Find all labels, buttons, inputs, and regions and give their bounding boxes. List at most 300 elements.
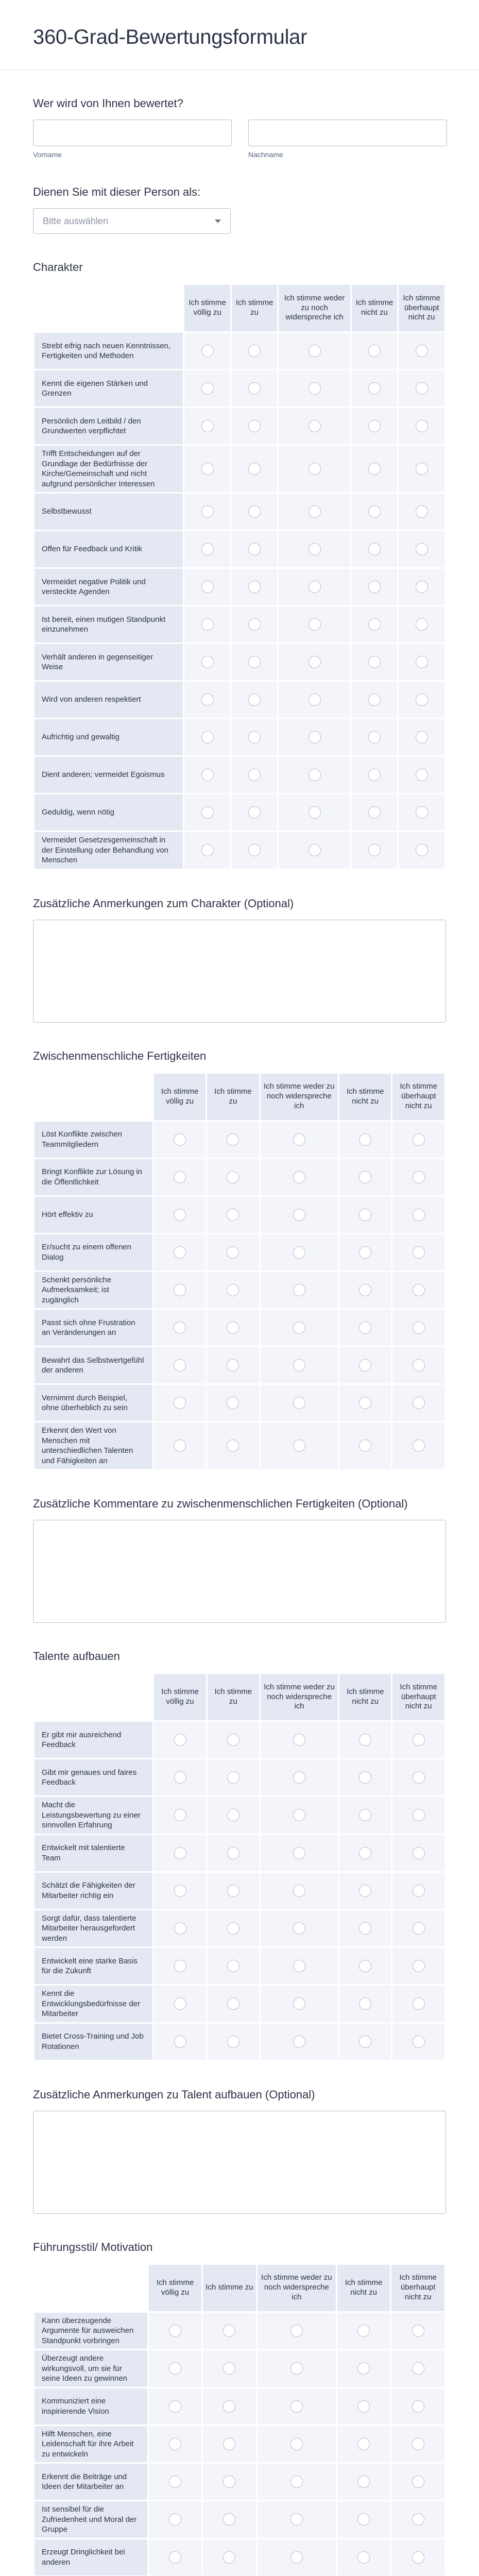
radio-button[interactable] <box>248 806 261 819</box>
radio-button[interactable] <box>293 1960 305 1972</box>
radio-button[interactable] <box>174 1284 186 1296</box>
matrix-row-label: Entwickelt mit talentierte Team <box>35 1835 152 1871</box>
matrix-cell <box>258 2350 336 2387</box>
radio-button[interactable] <box>290 2400 303 2413</box>
matrix-corner <box>35 1674 152 1720</box>
radio-button[interactable] <box>248 693 261 706</box>
radio-button[interactable] <box>416 345 428 357</box>
radio-button[interactable] <box>368 693 381 706</box>
radio-button[interactable] <box>227 1997 239 2010</box>
radio-button[interactable] <box>248 382 261 395</box>
radio-button[interactable] <box>201 769 214 781</box>
matrix-row-label: Erkennt den Wert von Menschen mit unterschiedlichen Talenten und Fähigkeiten an <box>35 1422 152 1469</box>
radio-button[interactable] <box>416 656 428 668</box>
radio-button[interactable] <box>357 2513 370 2526</box>
matrix-row-label: Kennt die Entwicklungsbedürfnisse der Mitarbeiter <box>35 1986 152 2022</box>
radio-button[interactable] <box>413 1284 425 1296</box>
matrix-cell <box>352 794 398 831</box>
radio-button[interactable] <box>227 1960 239 1972</box>
radio-button[interactable] <box>293 2036 305 2048</box>
radio-button[interactable] <box>174 1922 186 1935</box>
matrix-cell <box>208 1910 259 1947</box>
matrix-cell <box>261 1797 338 1834</box>
matrix-cell <box>208 1722 259 1758</box>
radio-button[interactable] <box>248 420 261 432</box>
radio-button[interactable] <box>359 1922 371 1935</box>
matrix-cell <box>339 1910 391 1947</box>
radio-button[interactable] <box>359 1734 371 1746</box>
radio-button[interactable] <box>293 1809 305 1821</box>
matrix-row-label: Wird von anderen respektiert <box>35 682 183 718</box>
last-name-sublabel: Nachname <box>248 150 283 159</box>
radio-button[interactable] <box>201 382 214 395</box>
radio-button[interactable] <box>201 806 214 819</box>
matrix-column-header: Ich stimme nicht zu <box>339 1674 391 1720</box>
radio-button[interactable] <box>293 1171 305 1183</box>
radio-button[interactable] <box>227 1397 239 1409</box>
radio-button[interactable] <box>201 543 214 555</box>
matrix-section <box>33 1623 446 2061</box>
matrix-row-label: Bringt Konflikte zur Lösung in die Öffentlichkeit <box>35 1159 152 1195</box>
radio-button[interactable] <box>416 505 428 518</box>
radio-button[interactable] <box>412 2362 424 2375</box>
radio-button[interactable] <box>227 1246 239 1259</box>
radio-button[interactable] <box>412 2400 424 2413</box>
radio-button[interactable] <box>309 420 321 432</box>
matrix-row <box>35 1948 444 1984</box>
matrix-cell <box>352 719 398 755</box>
radio-button[interactable] <box>248 345 261 357</box>
matrix-cell <box>184 644 230 680</box>
matrix-row <box>35 682 444 718</box>
matrix-row-label: Bietet Cross-Training und Job Rotationen <box>35 2024 152 2060</box>
matrix-corner <box>35 2265 147 2311</box>
radio-button[interactable] <box>416 693 428 706</box>
radio-button[interactable] <box>174 1359 186 1371</box>
radio-button[interactable] <box>368 543 381 555</box>
matrix-row-label: Persönlich dem Leitbild / den Grundwerten verpflichtet <box>35 408 183 444</box>
radio-button[interactable] <box>412 2476 424 2488</box>
radio-button[interactable] <box>223 2438 235 2450</box>
matrix-cell <box>154 1835 206 1871</box>
radio-button[interactable] <box>223 2325 235 2337</box>
matrix-cell <box>258 2501 336 2538</box>
radio-button[interactable] <box>357 2551 370 2564</box>
matrix-row <box>35 2464 444 2500</box>
matrix-cell <box>258 2539 336 2575</box>
radio-button[interactable] <box>174 1133 186 1146</box>
radio-button[interactable] <box>223 2400 235 2413</box>
radio-button[interactable] <box>368 844 381 856</box>
radio-button[interactable] <box>413 1133 425 1146</box>
radio-button[interactable] <box>368 420 381 432</box>
radio-button[interactable] <box>309 463 321 475</box>
radio-button[interactable] <box>309 806 321 819</box>
radio-button[interactable] <box>174 1171 186 1183</box>
radio-button[interactable] <box>174 1847 186 1859</box>
radio-button[interactable] <box>201 844 214 856</box>
radio-button[interactable] <box>416 618 428 631</box>
radio-button[interactable] <box>290 2362 303 2375</box>
radio-button[interactable] <box>413 1847 425 1859</box>
radio-button[interactable] <box>169 2438 181 2450</box>
radio-button[interactable] <box>413 1439 425 1452</box>
radio-button[interactable] <box>174 1809 186 1821</box>
radio-button[interactable] <box>201 420 214 432</box>
radio-button[interactable] <box>293 1439 305 1452</box>
radio-button[interactable] <box>416 806 428 819</box>
radio-button[interactable] <box>357 2476 370 2488</box>
matrix-row <box>35 2024 444 2060</box>
radio-button[interactable] <box>227 1922 239 1935</box>
radio-button[interactable] <box>227 1734 239 1746</box>
matrix-cell <box>339 1122 391 1158</box>
radio-button[interactable] <box>201 345 214 357</box>
radio-button[interactable] <box>201 618 214 631</box>
comment-textarea[interactable] <box>33 1520 446 1623</box>
matrix-cell <box>399 531 444 567</box>
radio-button[interactable] <box>227 1133 239 1146</box>
radio-button[interactable] <box>293 1397 305 1409</box>
matrix-cell <box>339 1873 391 1909</box>
radio-button[interactable] <box>227 1885 239 1897</box>
matrix-cell <box>154 1910 206 1947</box>
radio-button[interactable] <box>223 2551 235 2564</box>
matrix-cell <box>261 1759 338 1795</box>
comment-section <box>33 2061 446 2214</box>
radio-button[interactable] <box>169 2513 181 2526</box>
radio-button[interactable] <box>309 382 321 395</box>
radio-button[interactable] <box>227 1359 239 1371</box>
matrix-row <box>35 1159 444 1195</box>
radio-button[interactable] <box>201 505 214 518</box>
matrix-cell <box>232 606 278 642</box>
matrix-corner <box>35 1074 152 1120</box>
matrix-cell <box>184 757 230 793</box>
matrix-cell <box>154 1272 206 1309</box>
matrix-row-label: Kann überzeugende Argumente für ausweichen Standpunkt vorbringen <box>35 2313 147 2349</box>
radio-button[interactable] <box>201 463 214 475</box>
radio-button[interactable] <box>174 1439 186 1452</box>
radio-button[interactable] <box>416 731 428 743</box>
radio-button[interactable] <box>309 769 321 781</box>
first-name-input[interactable] <box>33 120 232 146</box>
radio-button[interactable] <box>169 2362 181 2375</box>
duration-select[interactable] <box>33 208 231 234</box>
radio-button[interactable] <box>368 656 381 668</box>
radio-button[interactable] <box>309 731 321 743</box>
radio-button[interactable] <box>413 1734 425 1746</box>
radio-button[interactable] <box>290 2551 303 2564</box>
radio-button[interactable] <box>227 1809 239 1821</box>
radio-button[interactable] <box>169 2551 181 2564</box>
comment-label: Zusätzliche Anmerkungen zu Talent aufbauen (Optional) <box>33 2088 315 2101</box>
radio-button[interactable] <box>368 345 381 357</box>
comment-section <box>33 870 446 1023</box>
matrix-cell <box>339 1347 391 1383</box>
radio-button[interactable] <box>413 1922 425 1935</box>
radio-button[interactable] <box>413 1960 425 1972</box>
radio-button[interactable] <box>174 2036 186 2048</box>
matrix-cell <box>154 1986 206 2022</box>
radio-button[interactable] <box>357 2400 370 2413</box>
matrix-row <box>35 1272 444 1309</box>
radio-button[interactable] <box>416 463 428 475</box>
radio-button[interactable] <box>412 2551 424 2564</box>
radio-button[interactable] <box>368 731 381 743</box>
radio-button[interactable] <box>290 2438 303 2450</box>
radio-button[interactable] <box>248 463 261 475</box>
matrix-cell <box>208 1986 259 2022</box>
radio-button[interactable] <box>293 1734 305 1746</box>
radio-button[interactable] <box>248 731 261 743</box>
radio-button[interactable] <box>248 618 261 631</box>
radio-button[interactable] <box>359 1960 371 1972</box>
radio-button[interactable] <box>359 1209 371 1221</box>
matrix-cell <box>279 333 350 369</box>
comment-textarea[interactable] <box>33 2111 446 2214</box>
comment-textarea[interactable] <box>33 920 446 1023</box>
matrix-row-label: Er/sucht zu einem offenen Dialog <box>35 1234 152 1270</box>
matrix-cell <box>154 1948 206 1984</box>
radio-button[interactable] <box>416 420 428 432</box>
radio-button[interactable] <box>174 1397 186 1409</box>
matrix-row-label: Sorgt dafür, dass talentierte Mitarbeiter herausgefordert werden <box>35 1910 152 1947</box>
matrix-column-header: Ich stimme zu <box>232 285 278 331</box>
radio-button[interactable] <box>293 1997 305 2010</box>
radio-button[interactable] <box>359 1771 371 1784</box>
radio-button[interactable] <box>416 382 428 395</box>
matrix-cell <box>184 408 230 444</box>
radio-button[interactable] <box>309 581 321 593</box>
radio-button[interactable] <box>359 1397 371 1409</box>
radio-button[interactable] <box>309 844 321 856</box>
matrix-column-header: Ich stimme überhaupt nicht zu <box>392 1674 444 1720</box>
radio-button[interactable] <box>359 1321 371 1334</box>
matrix-cell <box>207 1122 259 1158</box>
matrix-title: Talente aufbauen <box>33 1650 120 1663</box>
radio-button[interactable] <box>223 2513 235 2526</box>
radio-button[interactable] <box>368 382 381 395</box>
radio-button[interactable] <box>248 543 261 555</box>
matrix-cell <box>207 1347 259 1383</box>
matrix-cell <box>261 1122 338 1158</box>
matrix-cell <box>232 794 278 831</box>
radio-button[interactable] <box>413 1771 425 1784</box>
radio-button[interactable] <box>357 2325 370 2337</box>
radio-button[interactable] <box>174 1734 186 1746</box>
radio-button[interactable] <box>248 769 261 781</box>
radio-button[interactable] <box>413 1997 425 2010</box>
radio-button[interactable] <box>359 1359 371 1371</box>
matrix-column-header: Ich stimme weder zu noch widerspreche ich <box>258 2265 336 2311</box>
matrix-cell <box>203 2350 255 2387</box>
radio-button[interactable] <box>413 2036 425 2048</box>
radio-button[interactable] <box>359 1133 371 1146</box>
matrix-cell <box>339 1722 391 1758</box>
radio-button[interactable] <box>412 2438 424 2450</box>
matrix-column-header: Ich stimme überhaupt nicht zu <box>392 1074 444 1120</box>
radio-button[interactable] <box>293 1209 305 1221</box>
matrix-cell <box>261 1835 338 1871</box>
radio-button[interactable] <box>357 2438 370 2450</box>
matrix-row-label: Hört effektiv zu <box>35 1197 152 1233</box>
radio-button[interactable] <box>227 1847 239 1859</box>
matrix-row-label: Geduldig, wenn nötig <box>35 794 183 831</box>
radio-button[interactable] <box>248 656 261 668</box>
radio-button[interactable] <box>416 543 428 555</box>
matrix-cell <box>399 719 444 755</box>
radio-button[interactable] <box>293 1922 305 1935</box>
matrix-cell <box>392 1422 444 1469</box>
matrix-cell <box>399 569 444 605</box>
radio-button[interactable] <box>293 1284 305 1296</box>
matrix-cell <box>258 2464 336 2500</box>
radio-button[interactable] <box>413 1209 425 1221</box>
radio-button[interactable] <box>413 1809 425 1821</box>
radio-button[interactable] <box>309 505 321 518</box>
matrix-cell <box>232 832 278 869</box>
radio-button[interactable] <box>368 806 381 819</box>
matrix-cell <box>392 1234 444 1270</box>
radio-button[interactable] <box>416 581 428 593</box>
matrix-cell <box>184 606 230 642</box>
radio-button[interactable] <box>413 1171 425 1183</box>
radio-button[interactable] <box>227 1321 239 1334</box>
radio-button[interactable] <box>201 581 214 593</box>
matrix-row-label: Vernimmt durch Beispiel, ohne überheblich zu sein <box>35 1385 152 1421</box>
radio-button[interactable] <box>293 1847 305 1859</box>
radio-button[interactable] <box>223 2362 235 2375</box>
matrix-cell <box>184 794 230 831</box>
matrix-row-label: Er gibt mir ausreichend Feedback <box>35 1722 152 1758</box>
radio-button[interactable] <box>169 2325 181 2337</box>
matrix-cell <box>207 1197 259 1233</box>
radio-button[interactable] <box>248 844 261 856</box>
radio-button[interactable] <box>413 1397 425 1409</box>
radio-button[interactable] <box>368 769 381 781</box>
radio-button[interactable] <box>227 1439 239 1452</box>
matrix-cell <box>339 1759 391 1795</box>
radio-button[interactable] <box>169 2400 181 2413</box>
matrix-corner <box>35 285 183 331</box>
radio-button[interactable] <box>309 693 321 706</box>
radio-button[interactable] <box>201 693 214 706</box>
radio-button[interactable] <box>174 1321 186 1334</box>
radio-button[interactable] <box>227 1171 239 1183</box>
radio-button[interactable] <box>174 1246 186 1259</box>
radio-button[interactable] <box>359 1847 371 1859</box>
radio-button[interactable] <box>227 1209 239 1221</box>
radio-button[interactable] <box>413 1359 425 1371</box>
radio-button[interactable] <box>412 2325 424 2337</box>
radio-button[interactable] <box>290 2476 303 2488</box>
radio-button[interactable] <box>201 731 214 743</box>
radio-button[interactable] <box>309 656 321 668</box>
radio-button[interactable] <box>174 1885 186 1897</box>
radio-button[interactable] <box>223 2476 235 2488</box>
matrix-cell <box>392 1797 444 1834</box>
matrix-cell <box>337 2539 390 2575</box>
radio-button[interactable] <box>248 505 261 518</box>
matrix-sections <box>33 234 446 2576</box>
radio-button[interactable] <box>309 543 321 555</box>
radio-button[interactable] <box>359 1171 371 1183</box>
radio-button[interactable] <box>293 1246 305 1259</box>
radio-button[interactable] <box>357 2362 370 2375</box>
radio-button[interactable] <box>293 1133 305 1146</box>
radio-button[interactable] <box>227 2036 239 2048</box>
radio-button[interactable] <box>290 2325 303 2337</box>
radio-button[interactable] <box>359 1885 371 1897</box>
radio-button[interactable] <box>359 1246 371 1259</box>
radio-button[interactable] <box>368 618 381 631</box>
radio-button[interactable] <box>174 1771 186 1784</box>
radio-button[interactable] <box>368 463 381 475</box>
radio-button[interactable] <box>359 2036 371 2048</box>
matrix-row-label: Passt sich ohne Frustration an Veränderungen an <box>35 1310 152 1346</box>
comment-label: Zusätzliche Kommentare zu zwischenmenschlichen Fertigkeiten (Optional) <box>33 1497 408 1510</box>
matrix-cell <box>339 1310 391 1346</box>
radio-button[interactable] <box>309 345 321 357</box>
matrix-column-header: Ich stimme völlig zu <box>154 1674 206 1720</box>
radio-button[interactable] <box>413 1321 425 1334</box>
matrix-cell <box>207 1422 259 1469</box>
radio-button[interactable] <box>359 1284 371 1296</box>
radio-button[interactable] <box>416 769 428 781</box>
matrix-row <box>35 1197 444 1233</box>
radio-button[interactable] <box>413 1885 425 1897</box>
radio-button[interactable] <box>174 1960 186 1972</box>
radio-button[interactable] <box>293 1885 305 1897</box>
matrix-cell <box>184 494 230 530</box>
radio-button[interactable] <box>293 1321 305 1334</box>
matrix-cell <box>279 494 350 530</box>
radio-button[interactable] <box>201 656 214 668</box>
matrix-column-header: Ich stimme völlig zu <box>184 285 230 331</box>
radio-button[interactable] <box>412 2513 424 2526</box>
radio-button[interactable] <box>413 1246 425 1259</box>
radio-button[interactable] <box>248 581 261 593</box>
radio-button[interactable] <box>309 618 321 631</box>
radio-button[interactable] <box>359 1997 371 2010</box>
radio-button[interactable] <box>368 581 381 593</box>
radio-button[interactable] <box>359 1809 371 1821</box>
radio-button[interactable] <box>169 2476 181 2488</box>
matrix-cell <box>352 682 398 718</box>
radio-button[interactable] <box>174 1997 186 2010</box>
matrix-cell <box>184 719 230 755</box>
radio-button[interactable] <box>293 1359 305 1371</box>
matrix-cell <box>391 2426 444 2463</box>
radio-button[interactable] <box>416 844 428 856</box>
matrix-cell <box>399 682 444 718</box>
matrix-cell <box>392 1347 444 1383</box>
radio-button[interactable] <box>368 505 381 518</box>
radio-button[interactable] <box>290 2513 303 2526</box>
matrix-row-label: Schätzt die Fähigkeiten der Mitarbeiter richtig ein <box>35 1873 152 1909</box>
radio-button[interactable] <box>293 1771 305 1784</box>
matrix-cell <box>392 1122 444 1158</box>
radio-button[interactable] <box>359 1439 371 1452</box>
radio-button[interactable] <box>227 1284 239 1296</box>
radio-button[interactable] <box>174 1209 186 1221</box>
matrix-row <box>35 1910 444 1947</box>
last-name-input[interactable] <box>248 120 447 146</box>
chevron-down-icon <box>215 219 221 223</box>
first-name-sublabel: Vorname <box>33 150 62 159</box>
radio-button[interactable] <box>227 1771 239 1784</box>
